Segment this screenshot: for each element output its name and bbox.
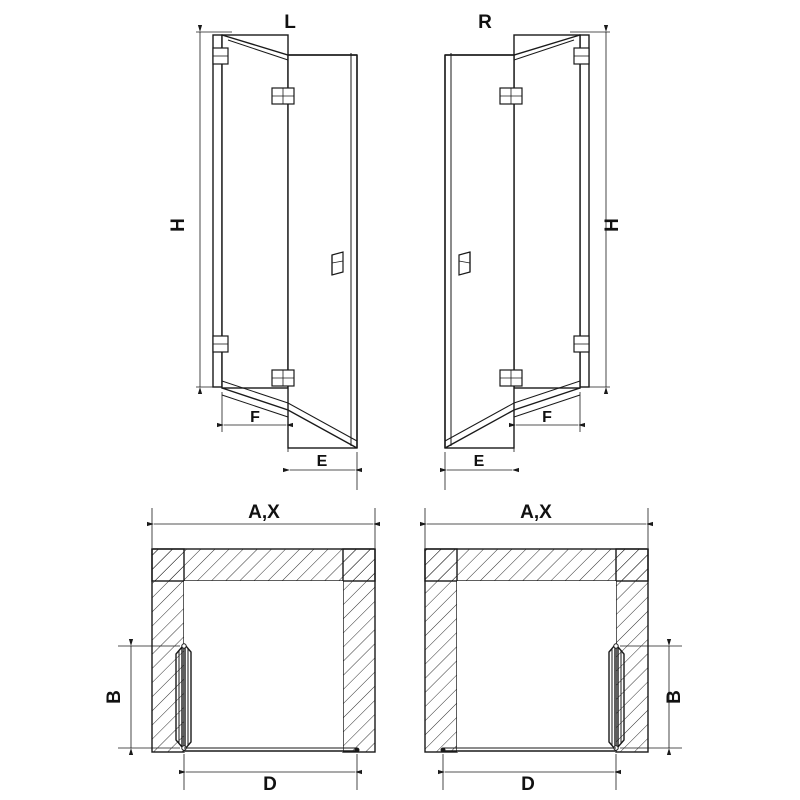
elevation-right-height-label: H: [602, 218, 623, 232]
handle-icon: [332, 252, 343, 275]
elevation-right-view: [445, 12, 623, 490]
wall-top: [152, 549, 375, 581]
wall-top: [425, 549, 648, 581]
plan-left-view: [104, 502, 375, 795]
elevation-left-panel-f-label: F: [250, 409, 260, 426]
elevation-left-height-label: H: [168, 218, 189, 232]
plan-left-top-dim-label: A,X: [248, 502, 280, 523]
hinge-icon: [213, 48, 228, 64]
hinge-icon: [272, 88, 294, 104]
plan-right-top-dim-label: A,X: [520, 502, 552, 523]
plan-left-side-dim-label: B: [104, 690, 125, 704]
hinge-icon: [272, 370, 294, 386]
handle-icon: [459, 252, 470, 275]
hinge-icon: [500, 370, 522, 386]
plan-right-bottom-dim-label: D: [521, 774, 535, 795]
elevation-right-hand-label: R: [478, 12, 492, 33]
hinge-icon: [213, 336, 228, 352]
hinge-icon: [500, 88, 522, 104]
hinge-icon: [574, 48, 589, 64]
plan-left-bottom-dim-label: D: [263, 774, 277, 795]
elevation-right-panel-e-label: E: [473, 453, 485, 470]
elevation-left-panel-e-label: E: [316, 453, 328, 470]
elevation-left-view: [168, 12, 357, 490]
wall-right: [343, 549, 375, 752]
wall-left: [425, 549, 457, 752]
elevation-left-hand-label: L: [284, 12, 296, 33]
plan-right-side-dim-label: B: [664, 690, 685, 704]
elevation-right-panel-f-label: F: [542, 409, 552, 426]
plan-right-view: [425, 502, 685, 795]
hinge-icon: [574, 336, 589, 352]
